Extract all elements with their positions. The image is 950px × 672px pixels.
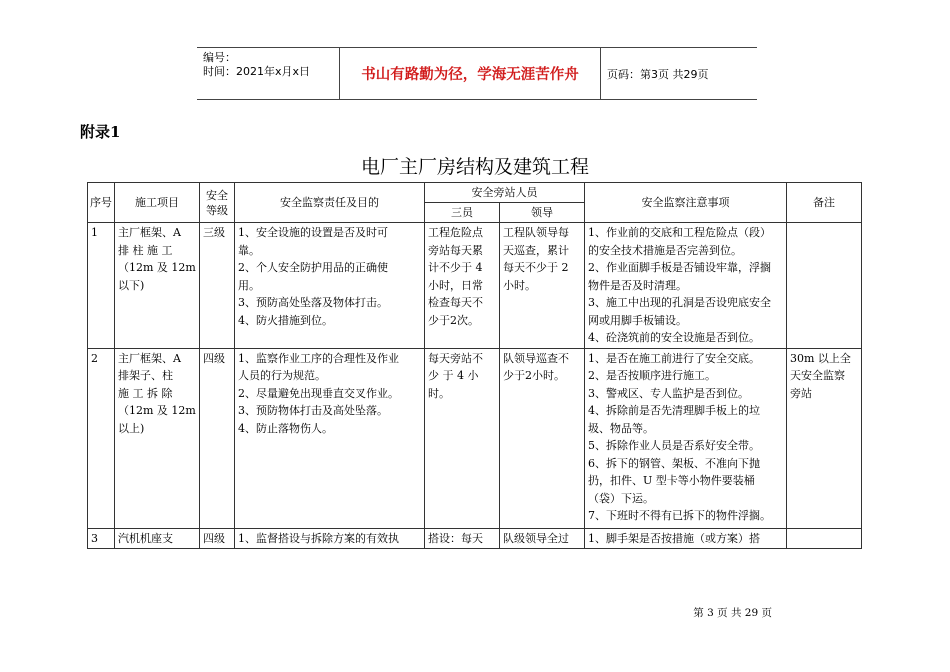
- cell-line: 网或用脚手板铺设。: [588, 313, 687, 327]
- cell-level: 三级: [200, 223, 235, 349]
- cell-lead: [500, 348, 585, 528]
- doc-number-label: 编号：: [203, 51, 236, 64]
- cell-lead: [500, 223, 585, 349]
- cell-lead: [500, 528, 585, 549]
- cell-remark: [787, 348, 862, 528]
- cell-remark: [787, 223, 862, 349]
- cell-line: 检查每天不: [428, 296, 483, 309]
- cell-line: 少 于 4 小: [428, 369, 479, 382]
- cell-level: 四级: [200, 348, 235, 528]
- cell-line: （12m 及 12m: [118, 404, 196, 417]
- cell-remark: [787, 528, 862, 549]
- cell-line: 1、脚手架是否按措施（或方案）搭: [588, 531, 760, 545]
- cell-duty: [235, 223, 425, 349]
- cell-line: 2、是否按顺序进行施工。: [588, 369, 716, 382]
- cell-line: 2、作业面脚手板是否铺设牢靠，浮搁: [588, 261, 771, 274]
- cell-line: 主厂框架、A: [118, 351, 181, 365]
- cell-line: 工程危险点: [428, 226, 483, 239]
- cell-level: 四级: [200, 528, 235, 549]
- cell-three: [425, 528, 500, 549]
- cell-line: 5、拆除作业人员是否系好安全带。: [588, 439, 760, 452]
- cell-notes: [585, 223, 787, 349]
- cell-seq: 1: [88, 223, 115, 349]
- cell-line: 天巡查，累计: [503, 243, 569, 257]
- cell-line: （12m 及 12m: [118, 261, 196, 274]
- cell-line: 4、防止落物伤人。: [238, 421, 333, 435]
- cell-seq: 2: [88, 348, 115, 528]
- header-meta: [197, 48, 339, 99]
- cell-line: 1、是否在施工前进行了安全交底。: [588, 351, 760, 365]
- cell-line: 6、拆下的钢管、架板、不准向下抛: [588, 456, 760, 470]
- cell-line: 1、作业前的交底和工程危险点（段）: [588, 226, 771, 239]
- cell-duty: [235, 348, 425, 528]
- cell-line: 圾、物品等。: [588, 421, 654, 435]
- supervision-table: [87, 182, 862, 549]
- cell-project: [115, 223, 200, 349]
- cell-three: [425, 348, 500, 528]
- cell-three: [425, 223, 500, 349]
- cell-line: 3、施工中出现的孔洞是否设兜底安全: [588, 296, 771, 309]
- cell-line: 少于2小时。: [503, 369, 565, 382]
- cell-duty: [235, 528, 425, 549]
- cell-line: 排 柱 施 工: [118, 243, 173, 257]
- header-slogan: 书山有路勤为径，学海无涯苦作舟: [339, 48, 601, 99]
- cell-line: 3、预防高处坠落及物体打击。: [238, 296, 388, 309]
- header-duty: 安全监察责任及目的: [235, 183, 425, 223]
- doc-time-label: 时间：2021年x月x日: [203, 65, 311, 78]
- cell-line: 3、预防物体打击及高处坠落。: [238, 404, 388, 417]
- cell-line: 队领导巡查不: [503, 351, 569, 365]
- header-project: 施工项目: [115, 183, 200, 223]
- cell-notes: [585, 528, 787, 549]
- cell-line: 队级领导全过: [503, 531, 569, 545]
- table-row: [88, 528, 862, 549]
- cell-line: 工程队领导每: [503, 226, 569, 239]
- cell-line: 的安全技术措施是否完善到位。: [588, 243, 742, 257]
- cell-line: 时。: [428, 386, 450, 400]
- cell-line: 1、安全设施的设置是否及时可: [238, 226, 388, 239]
- cell-line: （袋）下运。: [588, 491, 654, 505]
- table-row: [88, 348, 862, 528]
- cell-line: 旁站每天累: [428, 243, 483, 257]
- cell-line: 主厂框架、A: [118, 226, 181, 239]
- header-staff: 安全旁站人员: [425, 183, 585, 203]
- cell-line: 1、监督搭设与拆除方案的有效执: [238, 531, 399, 545]
- cell-notes: [585, 348, 787, 528]
- cell-line: 物件是否及时清理。: [588, 278, 687, 292]
- cell-line: 搭设：每天: [428, 531, 483, 545]
- cell-line: 1、监察作业工序的合理性及作业: [238, 351, 399, 365]
- document-title: 电厂主厂房结构及建筑工程: [360, 156, 589, 178]
- cell-line: 少于2次。: [428, 313, 479, 327]
- cell-line: 旁站: [790, 386, 812, 400]
- header-remark: 备注: [787, 183, 862, 223]
- header-seq: 序号: [88, 183, 115, 223]
- cell-line: 小时。: [503, 278, 536, 292]
- cell-line: 以上): [118, 421, 145, 435]
- header-page-label: 页码：第3页 共29页: [607, 67, 709, 81]
- page-footer: 第 3 页 共 29 页: [693, 607, 772, 619]
- cell-line: 汽机机座支: [118, 531, 173, 545]
- cell-line: 扔，扣件、U 型卡等小物件要装桶: [588, 474, 755, 487]
- table-row: [88, 223, 862, 349]
- cell-line: 施 工 拆 除: [118, 386, 173, 400]
- cell-line: 天安全监察: [790, 369, 845, 382]
- cell-line: 靠。: [238, 243, 260, 257]
- cell-line: 3、警戒区、专人监护是否到位。: [588, 386, 749, 400]
- cell-line: 2、个人安全防护用品的正确使: [238, 261, 388, 274]
- cell-line: 人员的行为规范。: [238, 369, 326, 382]
- cell-line: 以下): [118, 278, 145, 292]
- cell-project: [115, 348, 200, 528]
- header-level: 安全等级: [200, 183, 235, 223]
- appendix-label: 附录1: [80, 123, 121, 141]
- cell-line: 计不少于 4: [428, 261, 483, 274]
- header-staff-three: 三员: [425, 203, 500, 223]
- cell-line: 7、下班时不得有已拆下的物件浮搁。: [588, 509, 771, 522]
- cell-seq: 3: [88, 528, 115, 549]
- page-header: [197, 47, 757, 100]
- header-staff-lead: 领导: [500, 203, 585, 223]
- cell-line: 30m 以上全: [790, 351, 851, 365]
- cell-line: 排架子、柱: [118, 369, 173, 382]
- cell-line: 4、砼浇筑前的安全设施是否到位。: [588, 331, 760, 344]
- cell-line: 每天旁站不: [428, 351, 483, 365]
- cell-line: 4、防火措施到位。: [238, 313, 333, 327]
- cell-line: 2、尽量避免出现垂直交叉作业。: [238, 386, 399, 400]
- cell-line: 小时，日常: [428, 278, 483, 292]
- cell-line: 每天不少于 2: [503, 261, 569, 274]
- cell-line: 用。: [238, 278, 260, 292]
- cell-line: 4、拆除前是否先清理脚手板上的垃: [588, 404, 760, 417]
- header-notes: 安全监察注意事项: [585, 183, 787, 223]
- cell-project: [115, 528, 200, 549]
